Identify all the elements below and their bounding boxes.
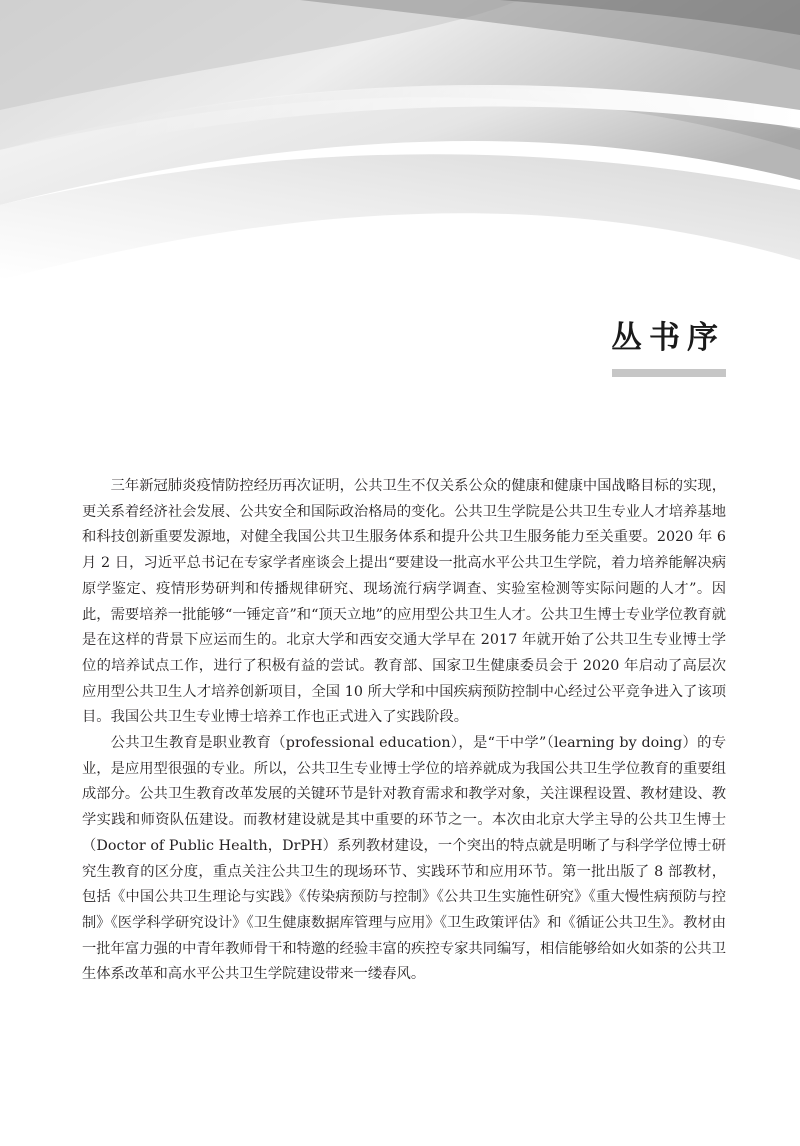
- header-swoosh-decoration: [0, 0, 800, 330]
- preface-body: [82, 474, 726, 988]
- page-title: 丛书序: [611, 320, 725, 356]
- title-underline-bar: [612, 369, 726, 377]
- preface-paragraph: 三年新冠肺炎疫情防控经历再次证明，公共卫生不仅关系公众的健康和健康中国战略目标的实现，更关系着经济社会发展、公共安全和国际政治格局的变化。公共卫生学院是公共卫生专业人才培养基地和科技创新重要发源地，对健全我国公共卫生服务体系和提升公共卫生服务能力至关重要。2020 年 6 月 2 日，习近平总书记在专家学者座谈会上提出“要建设一批高水平公共卫生学院，着力培养能解决病原学鉴定、疫情形势研判和传播规律研究、现场流行病学调查、实验室检测等实际问题的人才”。因此，需要培养一批能够“一锤定音”和“顶天立地”的应用型公共卫生人才。公共卫生博士专业学位教育就是在这样的背景下应运而生的。北京大学和西安交通大学早在 2017 年就开始了公共卫生专业博士学位的培养试点工作，进行了积极有益的尝试。教育部、国家卫生健康委员会于 2020 年启动了高层次应用型公共卫生人才培养创新项目，全国 10 所大学和中国疾病预防控制中心经过公平竞争进入了该项目。我国公共卫生专业博士培养工作也正式进入了实践阶段。: [82, 478, 726, 726]
- preface-paragraph: 公共卫生教育是职业教育（professional education），是“干中学”（learning by doing）的专业，是应用型很强的专业。所以，公共卫生专业博士学位的培养就成为我国公共卫生学位教育的重要组成部分。公共卫生教育改革发展的关键环节是针对教育需求和教学对象，关注课程设置、教材建设、教学实践和师资队伍建设。而教材建设就是其中重要的环节之一。本次由北京大学主导的公共卫生博士（Doctor of Public Health，DrPH）系列教材建设，一个突出的特点就是明晰了与科学学位博士研究生教育的区分度，重点关注公共卫生的现场环节、实践环节和应用环节。第一批出版了 8 部教材，包括《中国公共卫生理论与实践》《传染病预防与控制》《公共卫生实施性研究》《重大慢性病预防与控制》《医学科学研究设计》《卫生健康数据库管理与应用》《卫生政策评估》和《循证公共卫生》。教材由一批年富力强的中青年教师骨干和特邀的经验丰富的疾控专家共同编写，相信能够给如火如荼的公共卫生体系改革和高水平公共卫生学院建设带来一缕春风。: [82, 735, 726, 983]
